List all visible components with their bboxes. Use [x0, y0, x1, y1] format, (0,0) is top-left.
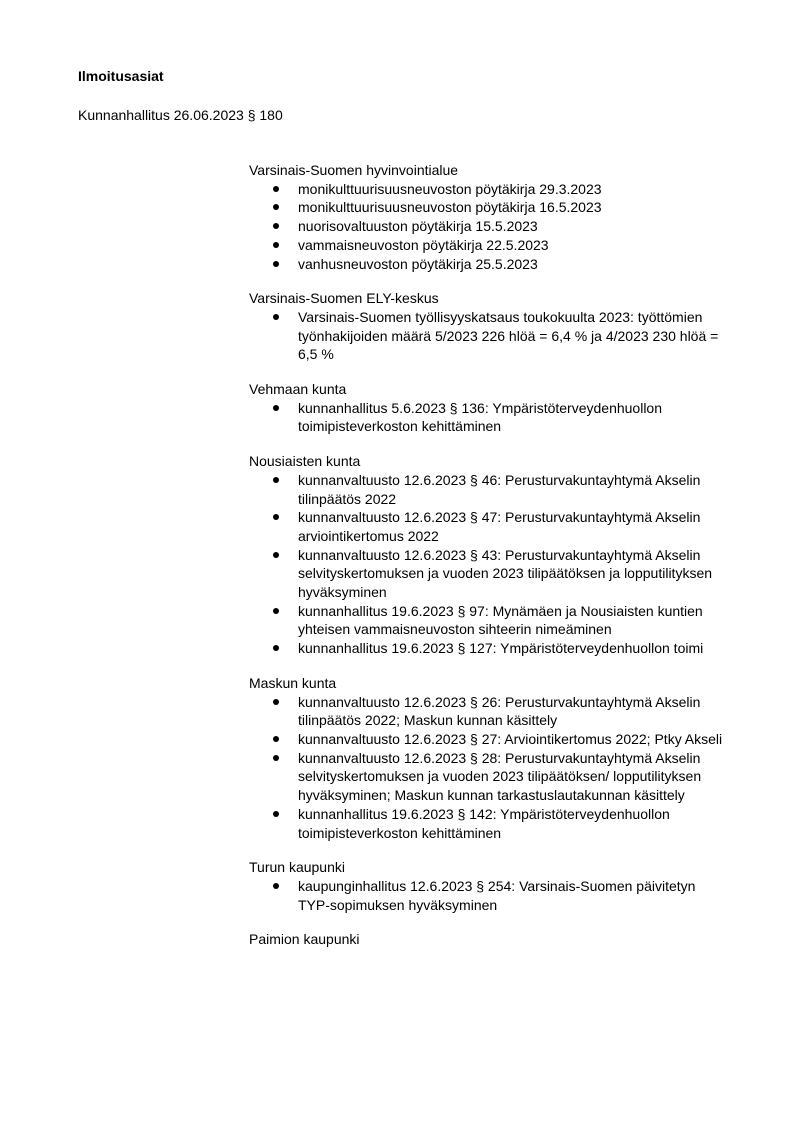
bullet-icon	[273, 405, 279, 411]
list-item	[249, 546, 729, 602]
list-item-text: kunnanvaltuusto 12.6.2023 § 47: Perusturvakuntayhtymä Akselin arviointikertomus 2022	[298, 509, 701, 544]
list-item-text: kaupunginhallitus 12.6.2023 § 254: Varsinais-Suomen päivitetyn TYP-sopimuksen hyväksyminen	[298, 877, 696, 913]
list-item	[249, 877, 729, 914]
section-title: Maskun kunta	[249, 674, 337, 691]
section-title: Paimion kaupunki	[249, 931, 360, 948]
bullet-icon	[273, 608, 279, 614]
notice-section	[249, 930, 729, 949]
notice-section	[249, 858, 729, 914]
list-item-text: kunnanvaltuusto 12.6.2023 § 46: Perusturvakuntayhtymä Akselin tilinpäätös 2022	[298, 471, 701, 507]
bullet-icon	[273, 242, 279, 248]
bullet-list	[249, 399, 729, 436]
bullet-icon	[273, 811, 279, 817]
bullet-list	[249, 180, 729, 274]
list-item	[249, 730, 729, 749]
list-item-text: kunnanvaltuusto 12.6.2023 § 26: Perusturvakuntayhtymä Akselin tilinpäätös 2022; Maskun kunnan käsittely	[298, 693, 701, 729]
list-item	[249, 217, 729, 236]
bullet-list	[249, 308, 729, 364]
list-item-text: kunnanhallitus 19.6.2023 § 142: Ympäristöterveydenhuollon toimipisteverkoston kehittäminen	[298, 805, 670, 841]
list-item	[249, 255, 729, 274]
section-title: Varsinais-Suomen ELY-keskus	[249, 290, 439, 307]
list-item-text: kunnanvaltuusto 12.6.2023 § 43: Perusturvakuntayhtymä Akselin selvityskertomuksen ja vuoden 2023 tilipäätöksen ja lopputilityksen hyväksyminen	[298, 546, 713, 601]
list-item	[249, 508, 729, 545]
list-item-text: Varsinais-Suomen työllisyyskatsaus toukokuulta 2023: työttömien työnhakijoiden määrä 5/2023 226 hlöä = 6,4 % ja 4/2023 230 hlöä = 6,5 %	[298, 308, 719, 363]
bullet-list	[249, 877, 729, 914]
list-item	[249, 198, 729, 217]
notice-section	[249, 452, 729, 658]
list-item-text: vammaisneuvoston pöytäkirja 22.5.2023	[298, 236, 549, 253]
bullet-icon	[273, 645, 279, 651]
list-item-text: monikulttuurisuusneuvoston pöytäkirja 16.5.2023	[298, 199, 602, 216]
bullet-icon	[273, 223, 279, 229]
list-item-text: nuorisovaltuuston pöytäkirja 15.5.2023	[298, 218, 538, 235]
list-item	[249, 602, 729, 639]
notice-list	[249, 161, 729, 965]
notice-section	[249, 161, 729, 273]
bullet-icon	[273, 755, 279, 761]
list-item	[249, 805, 729, 842]
list-item	[249, 693, 729, 730]
bullet-icon	[273, 552, 279, 558]
notice-section	[249, 289, 729, 364]
list-item	[249, 236, 729, 255]
list-item-text: kunnanvaltuusto 12.6.2023 § 28: Perusturvakuntayhtymä Akselin selvityskertomuksen ja vuoden 2023 tilipäätöksen/ lopputilityksen hyväksyminen; Maskun kunnan tarkastuslautakunnan käsittely	[298, 749, 702, 804]
bullet-list	[249, 471, 729, 658]
bullet-icon	[273, 477, 279, 483]
bullet-icon	[273, 204, 279, 210]
list-item-text: kunnanhallitus 19.6.2023 § 127: Ympäristöterveydenhuollon toimi	[298, 640, 704, 657]
list-item	[249, 308, 729, 364]
list-item-text: kunnanvaltuusto 12.6.2023 § 27: Arviointikertomus 2022; Ptky Akseli	[298, 730, 723, 747]
section-title: Nousiaisten kunta	[249, 453, 361, 470]
list-item	[249, 471, 729, 508]
list-item	[249, 399, 729, 436]
meeting-reference: Kunnanhallitus 26.06.2023 § 180	[78, 107, 283, 123]
section-title: Vehmaan kunta	[249, 381, 347, 398]
bullet-icon	[273, 314, 279, 320]
bullet-list	[249, 693, 729, 843]
list-item	[249, 639, 729, 658]
list-item-text: kunnanhallitus 5.6.2023 § 136: Ympäristöterveydenhuollon toimipisteverkoston kehittäminen	[298, 399, 662, 435]
bullet-icon	[273, 883, 279, 889]
list-item	[249, 749, 729, 805]
section-title: Varsinais-Suomen hyvinvointialue	[249, 162, 459, 178]
list-item-text: vanhusneuvoston pöytäkirja 25.5.2023	[298, 255, 538, 272]
list-item-text: kunnanhallitus 19.6.2023 § 97: Mynämäen ja Nousiaisten kuntien yhteisen vammaisneuvoston sihteerin nimeäminen	[298, 602, 703, 638]
bullet-icon	[273, 261, 279, 267]
list-item-text: monikulttuurisuusneuvoston pöytäkirja 29.3.2023	[298, 180, 602, 197]
bullet-icon	[273, 186, 279, 192]
bullet-icon	[273, 514, 279, 520]
section-title: Turun kaupunki	[249, 859, 345, 876]
bullet-icon	[273, 699, 279, 705]
list-item	[249, 180, 729, 199]
notice-section	[249, 674, 729, 842]
page-title: Ilmoitusasiat	[78, 68, 164, 84]
notice-section	[249, 380, 729, 436]
bullet-icon	[273, 736, 279, 742]
